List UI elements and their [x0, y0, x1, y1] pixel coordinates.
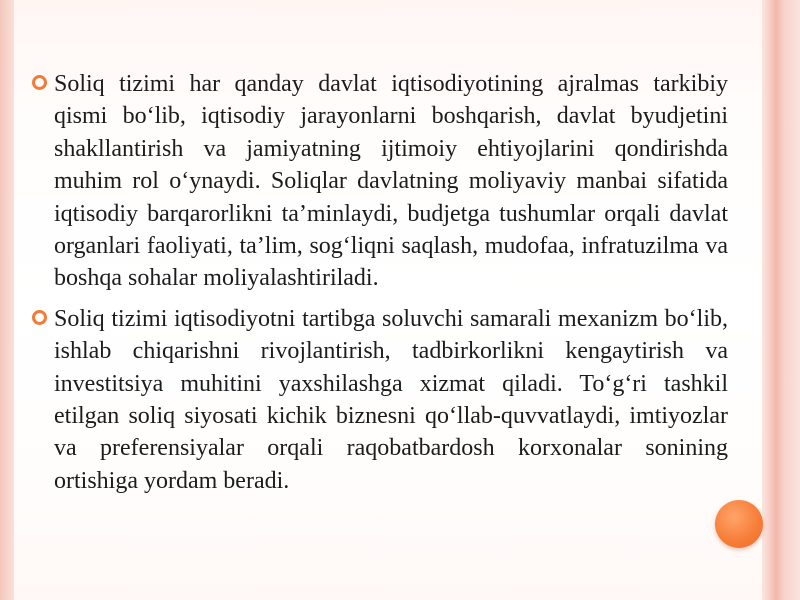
bullet-item-2	[30, 303, 728, 497]
hollow-circle-bullet-icon	[32, 310, 47, 325]
hollow-circle-bullet-icon	[32, 75, 47, 90]
slide-left-border	[0, 0, 14, 600]
slide-content	[30, 68, 728, 505]
slide-right-border	[762, 0, 800, 600]
orange-circle-decoration	[715, 500, 763, 548]
bullet-item-1	[30, 68, 728, 295]
bullet-text-2: Soliq tizimi iqtisodiyotni tartibga soluvchi samarali mexanizm bo‘lib, ishlab chiqarishni rivojlantirish, tadbirkorlikni kengaytirish va investitsiya muhitini yaxshilashga xizmat qiladi. To‘g‘ri tashkil etilgan soliq siyosati kichik biznesni qo‘llab-quvvatlaydi, imtiyozlar va preferensiyalar orqali raqobatbardosh korxonalar sonining ortishiga yordam beradi.	[54, 305, 728, 494]
bullet-text-1: Soliq tizimi har qanday davlat iqtisodiyotining ajralmas tarkibiy qismi bo‘lib, iqtisodiy jarayonlarni boshqarish, davlat byudjetini shakllantirish va jamiyatning ijtimoiy ehtiyojlarini qondirishda muhim rol o‘ynaydi. Soliqlar davlatning moliyaviy manbai sifatida iqtisodiy barqarorlikni ta’minlaydi, budjetga tushumlar orqali davlat organlari faoliyati, ta’lim, sog‘liqni saqlash, mudofaa, infratuzilma va boshqa sohalar moliyalashtiriladi.	[54, 71, 728, 292]
